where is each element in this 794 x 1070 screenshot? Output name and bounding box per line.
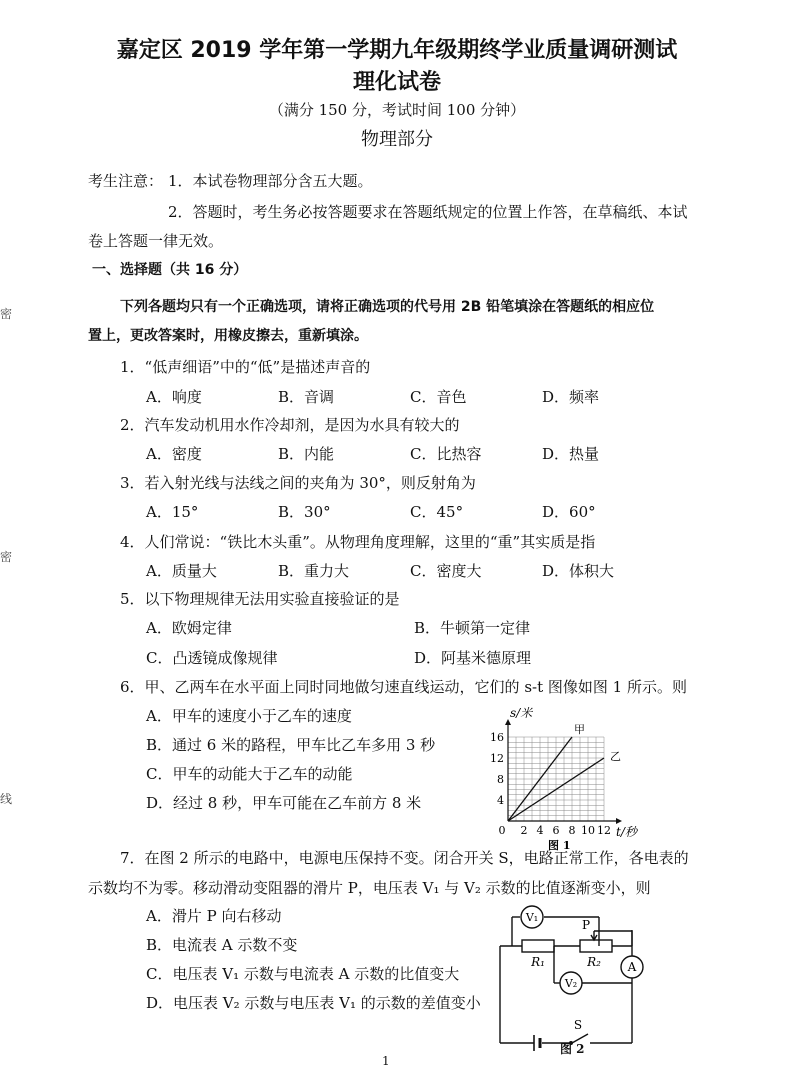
question-7-option-b: B．电流表 A 示数不变 (146, 936, 298, 954)
x-tick-label: 8 (568, 824, 576, 837)
figure-1-st-chart (478, 703, 658, 853)
x-tick-label: 2 (520, 824, 528, 837)
question-1-option-a: A．响度 (146, 388, 202, 406)
section-intro-line1: 下列各题均只有一个正确选项，请将正确选项的代号用 2B 铅笔填涂在答题纸的相应位 (120, 299, 655, 315)
y-axis-label: s/米 (510, 706, 533, 720)
resistor-r2-label: R₂ (587, 955, 601, 969)
figure-2-caption: 图 2 (560, 1042, 585, 1056)
switch-s-label: S (573, 1018, 583, 1032)
exam-subject-title: 理化试卷 (352, 70, 441, 95)
question-3-stem: 3．若入射光线与法线之间的夹角为 30°，则反射角为 (120, 474, 476, 492)
question-2-option-b: B．内能 (278, 445, 335, 463)
question-2-option-a: A．密度 (146, 445, 202, 463)
question-1-option-b: B．音调 (278, 388, 335, 406)
question-7-option-d: D．电压表 V₂ 示数与电压表 V₁ 的示数的差值变小 (146, 994, 481, 1012)
y-tick-label: 4 (497, 794, 504, 807)
question-7-option-a: A．滑片 P 向右移动 (146, 907, 282, 925)
origin-label: 0 (498, 824, 506, 837)
margin-mark-2: 密 (0, 550, 13, 564)
question-6-option-c: C．甲车的动能大于乙车的动能 (146, 765, 353, 783)
ammeter-label: A (627, 960, 637, 974)
question-4-option-a: A．质量大 (146, 562, 217, 580)
question-2-option-d: D．热量 (542, 445, 600, 463)
section-intro-line2: 置上，更改答案时，用橡皮擦去，重新填涂。 (88, 328, 368, 344)
question-2-option-c: C．比热容 (410, 445, 482, 463)
question-3-option-d: D．60° (542, 503, 596, 521)
page-number: 1 (382, 1054, 390, 1068)
question-6-option-b: B．通过 6 米的路程，甲车比乙车多用 3 秒 (146, 736, 436, 754)
question-4-option-d: D．体积大 (542, 562, 615, 580)
question-5-option-a: A．欧姆定律 (146, 619, 232, 637)
question-7-stem-line1: 7．在图 2 所示的电路中，电源电压保持不变。闭合开关 S，电路正常工作，各电表的 (120, 849, 689, 867)
question-4-option-c: C．密度大 (410, 562, 482, 580)
exam-title: 嘉定区 2019 学年第一学期九年级期终学业质量调研测试 (116, 38, 678, 63)
question-1-stem: 1．“低声细语”中的“低”是描述声音的 (120, 358, 371, 376)
question-5-stem: 5．以下物理规律无法用实验直接验证的是 (120, 590, 400, 608)
x-axis-label: t/秒 (616, 825, 637, 839)
voltmeter-v1-label: V₁ (525, 911, 539, 924)
voltmeter-v2-label: V₂ (564, 977, 578, 990)
notice-item-1: 1．本试卷物理部分含五大题。 (168, 172, 373, 190)
notice-item-2-line1: 2．答题时，考生务必按答题要求在答题纸规定的位置上作答，在草稿纸、本试 (168, 203, 688, 221)
question-1-option-c: C．音色 (410, 388, 467, 406)
margin-mark-1: 密 (0, 307, 13, 321)
question-4-stem: 4．人们常说：“铁比木头重”。从物理角度理解，这里的“重”其实质是指 (120, 533, 596, 551)
series-label-2: 乙 (610, 750, 621, 763)
figure-2-circuit (494, 903, 664, 1058)
x-axis-arrow (616, 818, 622, 824)
margin-mark-3: 线 (0, 792, 13, 806)
slider-p-label: P (581, 918, 591, 932)
x-tick-label: 6 (552, 824, 560, 837)
question-7-stem-line2: 示数均不为零。移动滑动变阻器的滑片 P，电压表 V₁ 与 V₂ 示数的比值逐渐变小，则 (88, 879, 651, 897)
question-7-option-c: C．电压表 V₁ 示数与电流表 A 示数的比值变大 (146, 965, 460, 983)
series-label-1: 甲 (574, 723, 585, 736)
question-5-option-c: C．凸透镜成像规律 (146, 649, 278, 667)
question-4-option-b: B．重力大 (278, 562, 350, 580)
question-6-option-a: A．甲车的速度小于乙车的速度 (146, 707, 352, 725)
question-2-stem: 2．汽车发动机用水作冷却剂，是因为水具有较大的 (120, 416, 460, 434)
notice-item-2-line2: 卷上答题一律无效。 (88, 232, 224, 250)
notice-label: 考生注意： (88, 172, 164, 190)
question-3-option-c: C．45° (410, 503, 464, 521)
question-6-stem: 6．甲、乙两车在水平面上同时同地做匀速直线运动，它们的 s-t 图像如图 1 所示。则 (120, 678, 687, 696)
x-tick-label: 4 (536, 824, 544, 837)
figure-1-caption: 图 1 (548, 839, 571, 852)
y-tick-label: 16 (490, 731, 504, 744)
section-heading: 一、选择题（共 16 分） (92, 262, 248, 278)
y-tick-label: 8 (497, 773, 504, 786)
question-6-option-d: D．经过 8 秒，甲车可能在乙车前方 8 米 (146, 794, 422, 812)
x-tick-label: 10 (581, 824, 595, 837)
question-5-option-b: B．牛顿第一定律 (414, 619, 531, 637)
x-tick-label: 12 (597, 824, 611, 837)
part-title: 物理部分 (361, 129, 433, 150)
question-3-option-b: B．30° (278, 503, 331, 521)
exam-subtitle: （满分 150 分，考试时间 100 分钟） (268, 101, 526, 119)
resistor-r1-label: R₁ (531, 955, 545, 969)
question-1-option-d: D．频率 (542, 388, 600, 406)
y-tick-label: 12 (490, 752, 504, 765)
question-3-option-a: A．15° (146, 503, 199, 521)
question-5-option-d: D．阿基米德原理 (414, 649, 532, 667)
